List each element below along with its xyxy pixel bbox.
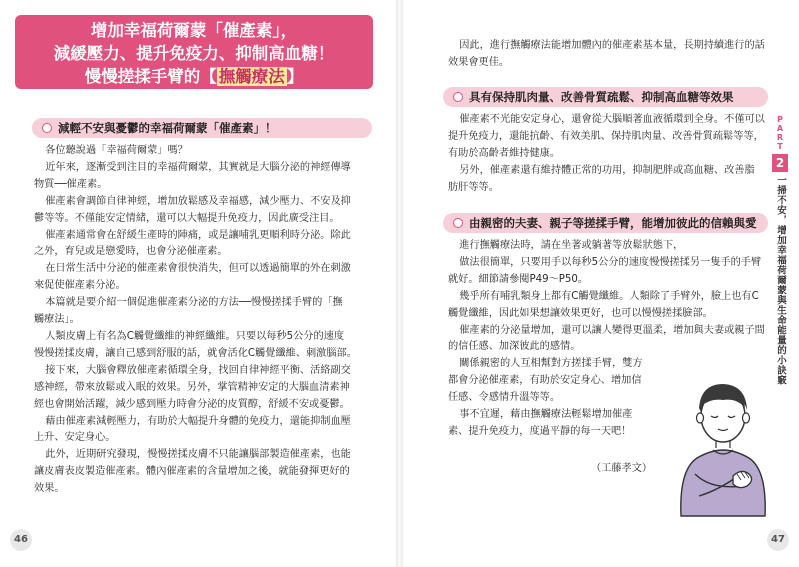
text-line: 人類皮膚上有名為C觸覺纖維的神經纖維。只要以每秒5公分的速度 <box>45 330 345 342</box>
text-line: 肪肝等等。 <box>448 181 499 193</box>
left-page <box>0 0 396 567</box>
text-line: 催產素通常會在舒緩生產時的陣痛，或是讓哺乳更順利時分泌。除此 <box>45 229 351 241</box>
title-highlight: 撫觸療法 <box>218 67 285 86</box>
title-line-2: 減緩壓力、提升免疫力、抑制高血糖！ <box>53 44 335 63</box>
part-label-text: P A R T <box>776 115 784 151</box>
text-line: 觸療法」。 <box>34 314 80 326</box>
text-line: 近年來，逐漸受到注目的幸福荷爾蒙，其實就是大腦分泌的神經傳導 <box>45 161 351 173</box>
section-2-body <box>448 112 766 197</box>
text-line: 就好。細節請參閱P49～P50。 <box>448 273 589 285</box>
left-body-text <box>34 143 374 498</box>
part-label <box>770 115 790 151</box>
text-line: 另外，催產素還有維持體正常的功用，抑制肥胖或高血糖、改善脂 <box>459 164 755 176</box>
text-line: 做法很簡單，只要用手以每秒5公分的速度慢慢搓揉另一隻手的手臂 <box>459 256 762 268</box>
text-line: 鬱等等。不僅能安定情緒，還可以大幅提升免疫力，因此廣受注目。 <box>34 212 340 224</box>
text-line: 素、提升免疫力，度過平靜的每一天吧！ <box>448 425 632 437</box>
section-heading-2 <box>443 87 768 107</box>
text-line: 經也會開始活躍，減少感到壓力時會分泌的皮質醇，舒緩不安或憂鬱。 <box>34 398 350 410</box>
text-line: 關係親密的人互相幫對方搓揉手臂，雙方 <box>459 358 643 370</box>
chapter-side-title: 一掃不安，增加幸福荷爾蒙與生命能量的小訣竅 <box>775 175 786 385</box>
text-line: 效果會更佳。 <box>448 56 510 68</box>
text-line: 物質──催產素。 <box>34 178 108 190</box>
part-side-tab <box>770 115 790 385</box>
text-line: 藉由催產素減輕壓力，有助於大幅提升身體的免疫力，還能抑制血壓 <box>45 415 351 427</box>
text-line: 提升免疫力，還能抗齡、有效美肌、保持肌肉量、改善骨質疏鬆等等， <box>448 130 764 142</box>
text-line: 進行撫觸療法時，請在坐著或躺著等放鬆狀態下， <box>459 240 684 251</box>
text-line: 催產素會調節自律神經，增加放鬆感及幸福感，減少壓力、不安及抑 <box>45 195 351 207</box>
text-line: 此外，近期研究發現，慢慢搓揉皮膚不只能讓腦部製造催產素，也能 <box>45 449 351 461</box>
title-line-3 <box>15 65 373 88</box>
page-number-left: 46 <box>10 529 32 551</box>
text-line: 催產素不光能安定身心，還會從大腦順著血液循環到全身。不僅可以 <box>459 114 765 125</box>
text-line: 幾乎所有哺乳類身上都有C觸覺纖維。人類除了手臂外，臉上也有C <box>459 290 759 302</box>
section-heading-1-text: 減輕不安與憂鬱的幸福荷爾蒙「催產素」！ <box>58 121 277 135</box>
text-line: 都會分泌催產素，有助於安定身心、增加信 <box>448 375 642 387</box>
title-line-3-suffix: 】 <box>286 67 304 86</box>
text-line: 上升、安定身心。 <box>34 432 116 444</box>
author-signature: （工藤孝文） <box>591 463 653 474</box>
text-line: 事不宜遲，藉由撫觸療法輕鬆增加催產 <box>459 409 633 421</box>
section-heading-3 <box>443 213 768 233</box>
part-number-badge: 2 <box>772 154 788 172</box>
bullet-dot-icon <box>42 123 52 133</box>
book-gutter <box>396 0 403 567</box>
text-line: 各位聽說過「幸福荷爾蒙」嗎？ <box>45 145 188 156</box>
page-number-right: 47 <box>767 529 789 551</box>
text-line: 觸覺纖維，因此如果想讓效果更好，也可以慢慢搓揉臉部。 <box>448 307 713 319</box>
text-line: 來促使催產素分泌。 <box>34 280 126 292</box>
title-line-1: 增加幸福荷爾蒙「催產素」， <box>90 21 298 40</box>
section-heading-1 <box>32 118 372 138</box>
bullet-dot-icon <box>453 218 463 228</box>
text-line: 之外，育兒或是戀愛時，也會分泌催產素。 <box>34 246 228 258</box>
text-line: 任感、令感情升溫等等。 <box>448 392 561 404</box>
section-heading-3-text: 由親密的夫妻、親子等搓揉手臂，能增加彼此的信賴與愛 <box>469 216 757 230</box>
section-heading-2-text: 具有保持肌肉量、改善骨質疏鬆、抑制高血糖等效果 <box>469 90 734 104</box>
text-line: 本篇就是要介紹一個促進催產素分泌的方法──慢慢搓揉手臂的「撫 <box>45 297 343 309</box>
illustration-person-rubbing-arm <box>671 378 771 518</box>
text-line: 慢慢搓揉皮膚，讓自己感到舒服的話，就會活化C觸覺纖維、刺激腦部。 <box>34 347 357 359</box>
text-line: 效果。 <box>34 483 65 495</box>
text-line: 接下來，大腦會釋放催產素循環全身，找回自律神經平衡、活絡副交 <box>45 364 351 376</box>
text-line: 在日常生活中分泌的催產素會很快消失，但可以透過簡單的外在刺激 <box>45 263 351 275</box>
right-intro-text <box>448 38 766 72</box>
text-line: 有助於高齡者維持健康。 <box>448 147 561 159</box>
text-line: 感神經，帶來放鬆或入眠的效果。另外，掌管精神安定的大腦血清素神 <box>34 381 350 393</box>
text-line: 因此，進行撫觸療法能增加體內的催產素基本量，長期持續進行的話 <box>459 40 765 51</box>
text-line: 的信任感、加深彼此的感情。 <box>448 341 581 353</box>
right-page <box>403 0 799 567</box>
title-line-3-prefix: 慢慢搓揉手臂的【 <box>84 67 217 86</box>
text-line: 讓皮膚表皮製造催產素。體內催產素的含量增加之後，就能發揮更好的 <box>34 466 350 478</box>
article-title-box <box>15 15 373 89</box>
bullet-dot-icon <box>453 92 463 102</box>
text-line: 催產素的分泌量增加，還可以讓人變得更溫柔，增加與夫妻或親子間 <box>459 324 765 336</box>
